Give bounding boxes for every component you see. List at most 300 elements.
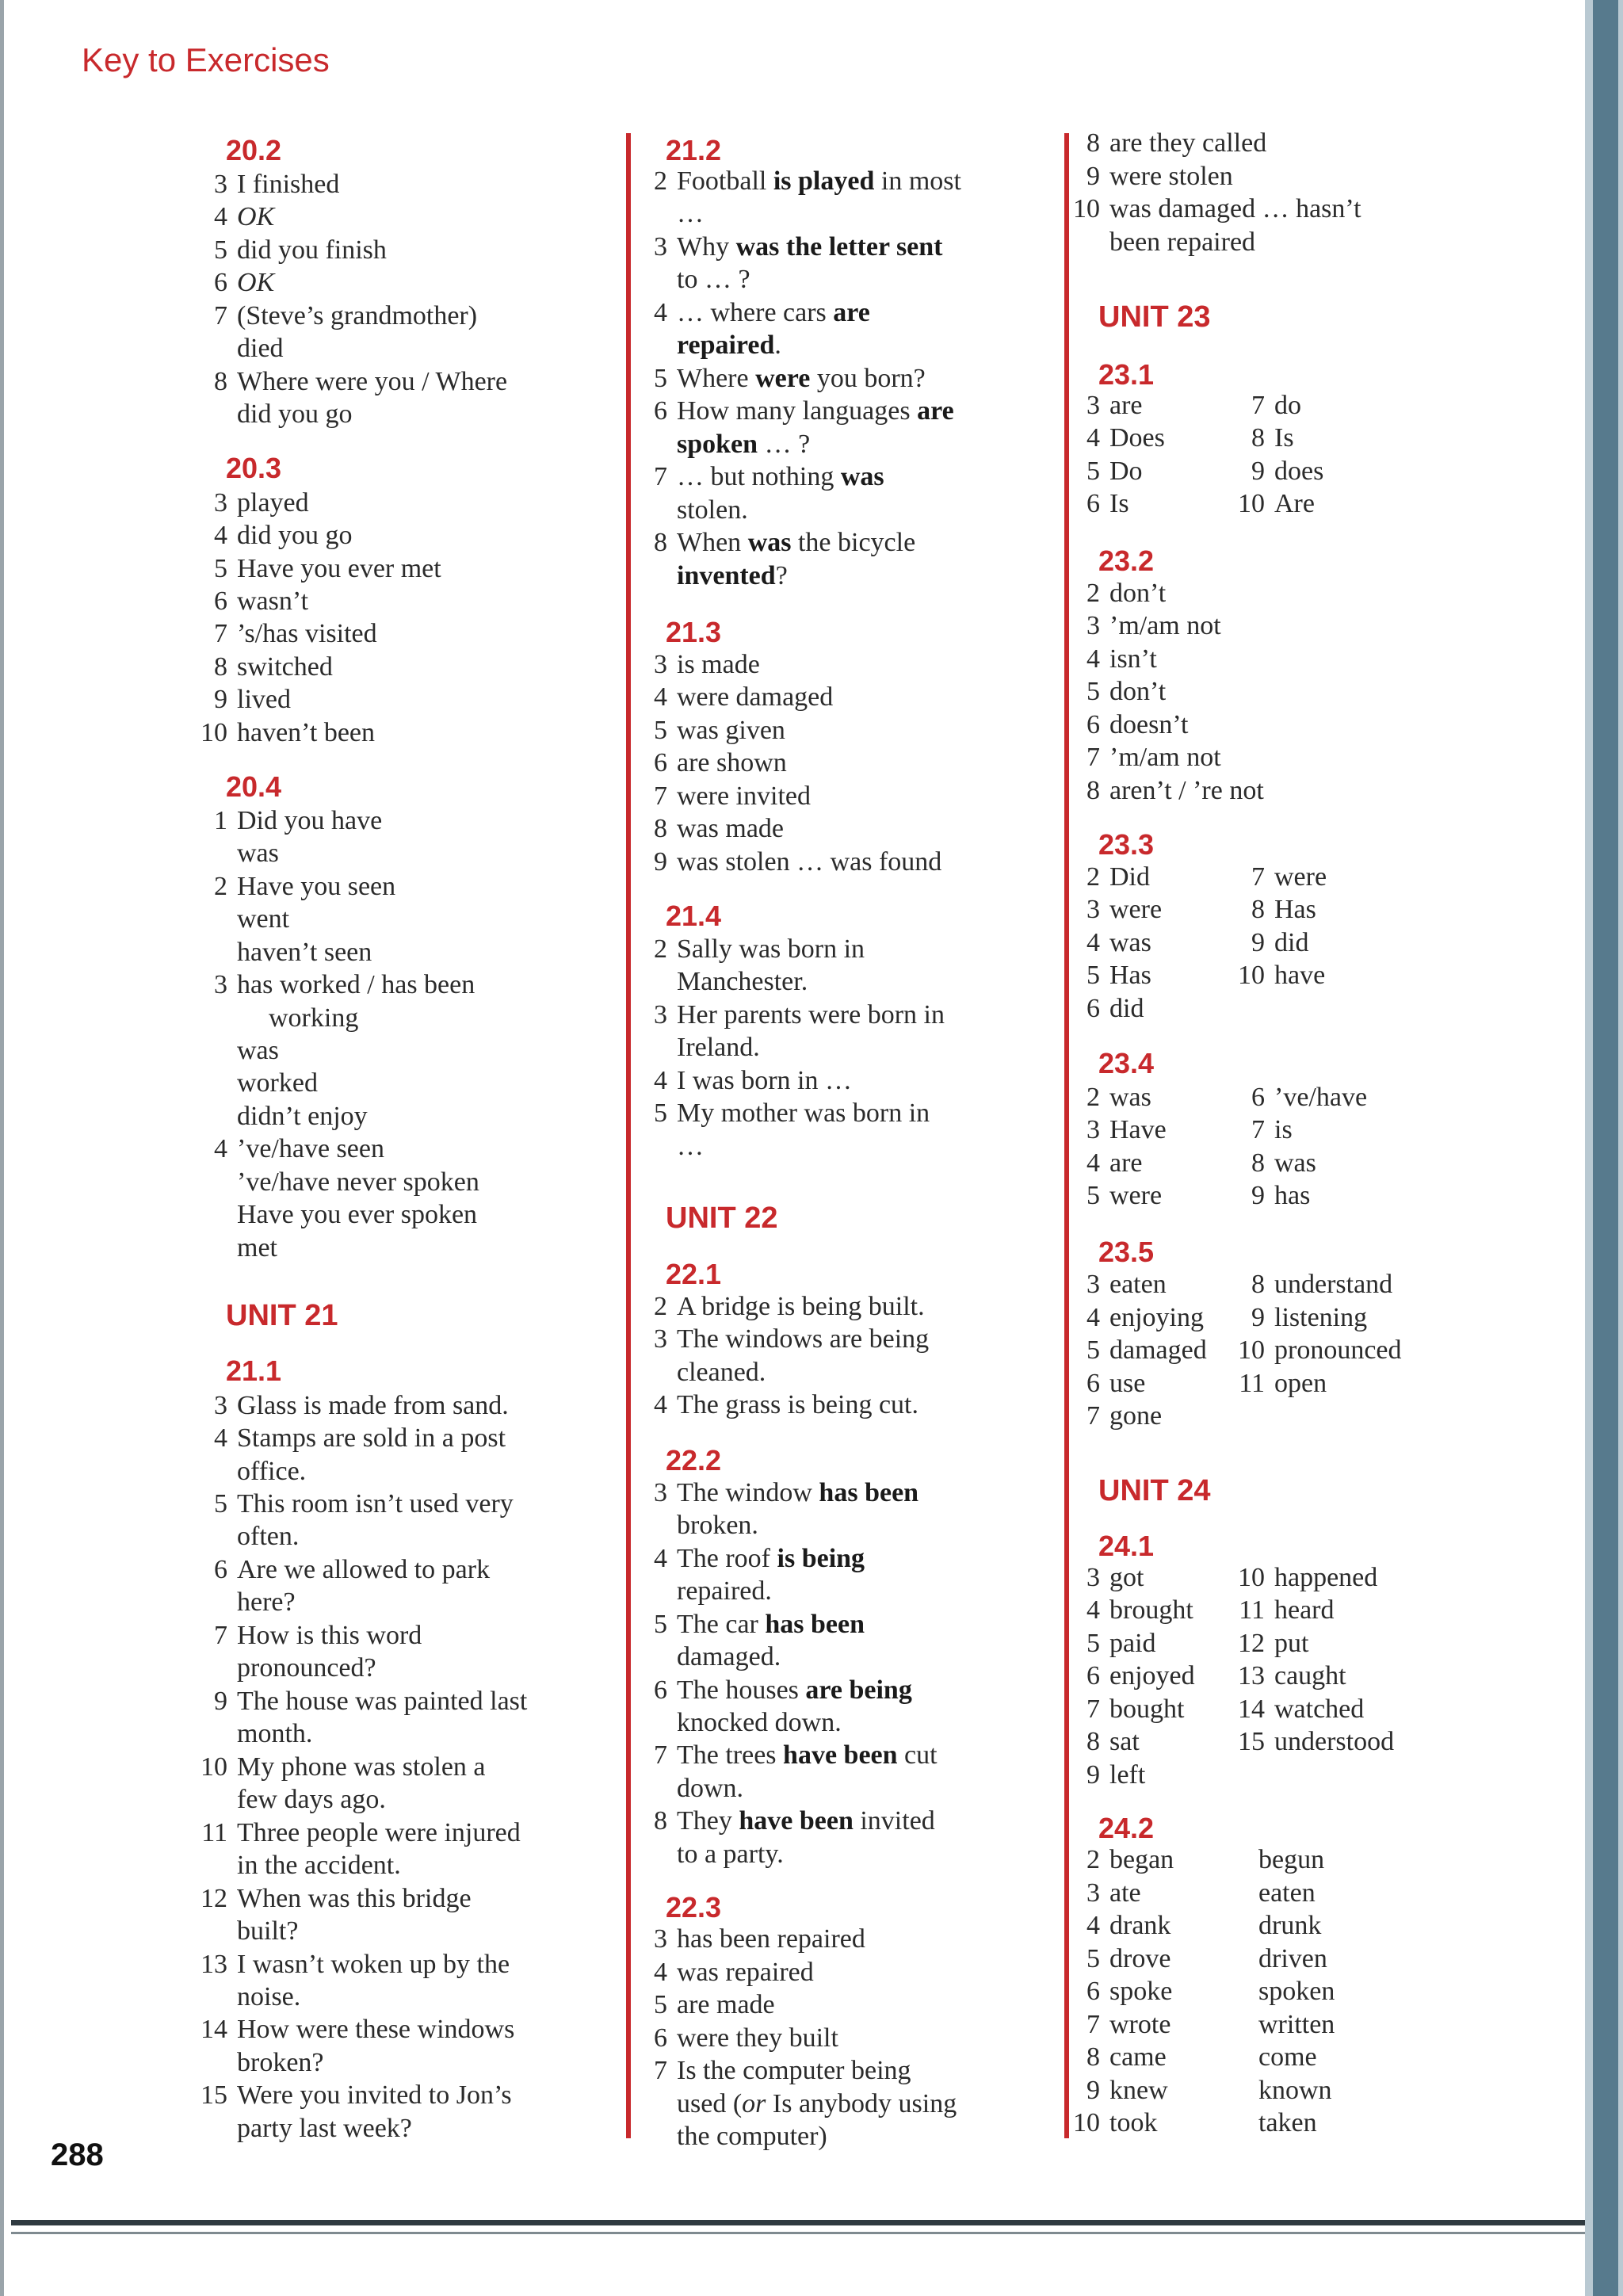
- answer-number: 10: [1238, 1335, 1265, 1365]
- answer-text: Three people were injured: [237, 1818, 521, 1847]
- answer-number: 9: [1086, 1760, 1100, 1790]
- answer-text: lived: [237, 685, 291, 714]
- answer-text: Do: [1109, 457, 1143, 486]
- answer-number: 6: [1086, 710, 1100, 739]
- page-header: Key to Exercises: [82, 41, 330, 78]
- answer-text: haven’t seen: [237, 938, 372, 967]
- answer-text: were they built: [677, 2023, 838, 2053]
- answer-text: … where cars are: [677, 298, 870, 327]
- answer-text: repaired.: [677, 330, 781, 360]
- answer-text: written: [1258, 2010, 1335, 2039]
- exercise-heading: 22.1: [666, 1258, 722, 1290]
- answer-text: were stolen: [1109, 162, 1233, 191]
- answer-text: This room isn’t used very: [237, 1489, 514, 1519]
- answer-number: 7: [654, 781, 667, 811]
- answer-number: 9: [1251, 1181, 1265, 1210]
- answer-text: (Steve’s grandmother): [237, 301, 478, 330]
- answer-number: 3: [214, 488, 227, 518]
- answer-text: was: [1109, 928, 1151, 957]
- answer-text: The car has been: [677, 1610, 865, 1639]
- answer-text: The grass is being cut.: [677, 1390, 918, 1419]
- answer-text: Does: [1109, 423, 1165, 453]
- answer-number: 3: [654, 1324, 667, 1354]
- answer-number: 5: [1086, 961, 1100, 990]
- answer-text: played: [237, 488, 309, 518]
- answer-text: are shown: [677, 748, 787, 777]
- answer-number: 3: [654, 1000, 667, 1030]
- answer-text: bought: [1109, 1694, 1185, 1724]
- answer-text: driven: [1258, 1944, 1327, 1973]
- answer-number: 4: [654, 1958, 667, 1987]
- answer-text: enjoyed: [1109, 1661, 1195, 1690]
- exercise-heading: 20.2: [226, 134, 282, 166]
- answer-text: ’m/am not: [1109, 743, 1221, 772]
- answer-number: 4: [1086, 1303, 1100, 1332]
- answer-number: 14: [1238, 1694, 1265, 1724]
- answer-number: 2: [654, 1292, 667, 1321]
- answer-number: 7: [214, 1621, 227, 1650]
- answer-number: 3: [1086, 1270, 1100, 1299]
- answer-number: 9: [1251, 457, 1265, 486]
- exercise-heading: 23.5: [1098, 1236, 1155, 1268]
- answer-text: paid: [1109, 1629, 1156, 1658]
- answer-text: Are: [1274, 489, 1315, 518]
- answer-text: Ireland.: [677, 1033, 760, 1062]
- answer-number: 11: [201, 1818, 227, 1847]
- answer-number: 2: [654, 934, 667, 964]
- answer-text: was stolen … was found: [677, 847, 942, 877]
- answer-text: Is: [1274, 423, 1294, 453]
- answer-text: Is the computer being: [677, 2056, 911, 2085]
- answer-text: pronounced?: [237, 1653, 376, 1683]
- answer-text: did you go: [237, 521, 353, 550]
- answer-text: When was the bicycle: [677, 528, 916, 557]
- answer-text: Where were you born?: [677, 364, 926, 393]
- answer-text: been repaired: [1109, 227, 1256, 257]
- answer-text: isn’t: [1109, 644, 1157, 674]
- answer-text: came: [1109, 2042, 1167, 2072]
- answer-number: 5: [654, 1098, 667, 1128]
- page-left-edge: [0, 0, 4, 2296]
- answer-number: 10: [1238, 489, 1265, 518]
- answer-number: 2: [654, 166, 667, 196]
- unit-heading: UNIT 23: [1098, 300, 1211, 334]
- answer-number: 5: [1086, 1944, 1100, 1973]
- answer-number: 7: [1086, 1401, 1100, 1431]
- answer-number: 7: [654, 1740, 667, 1770]
- answer-text: eaten: [1109, 1270, 1167, 1299]
- answer-text: are: [1109, 1148, 1143, 1178]
- answer-text: begun: [1258, 1845, 1325, 1874]
- answer-number: 4: [1086, 644, 1100, 674]
- exercise-heading: 20.3: [226, 452, 282, 484]
- answer-text: has worked / has been: [237, 970, 475, 999]
- answer-text: built?: [237, 1916, 299, 1946]
- answer-number: 5: [654, 716, 667, 745]
- answer-text: drove: [1109, 1944, 1171, 1973]
- answer-text: Glass is made from sand.: [237, 1391, 509, 1420]
- answer-number: 4: [1086, 1595, 1100, 1625]
- answer-number: 5: [1086, 457, 1100, 486]
- answer-text: Were you invited to Jon’s: [237, 2080, 512, 2110]
- answer-text: are they called: [1109, 128, 1267, 158]
- answer-number: 10: [200, 718, 227, 747]
- answer-text: aren’t / ’re not: [1109, 776, 1264, 805]
- bottom-rule-shadow: [11, 2232, 1585, 2234]
- answer-number: 3: [214, 170, 227, 199]
- answer-number: 5: [214, 235, 227, 265]
- answer-number: 8: [654, 528, 667, 557]
- exercise-heading: 21.3: [666, 616, 722, 648]
- exercise-heading: 21.2: [666, 134, 722, 166]
- answer-text: has: [1274, 1181, 1311, 1210]
- answer-text: I was born in …: [677, 1066, 852, 1095]
- answer-text: taken: [1258, 2108, 1317, 2137]
- answer-number: 9: [1251, 928, 1265, 957]
- answer-number: 4: [654, 682, 667, 712]
- answer-number: 2: [1086, 579, 1100, 608]
- answer-number: 7: [1086, 2010, 1100, 2039]
- answer-number: 6: [1086, 1661, 1100, 1690]
- answer-number: 3: [1086, 1115, 1100, 1144]
- answer-text: to … ?: [677, 265, 750, 294]
- answer-text: Have you ever met: [237, 554, 441, 583]
- answer-text: gone: [1109, 1401, 1163, 1431]
- answer-number: 6: [654, 396, 667, 426]
- answer-number: 5: [1086, 1181, 1100, 1210]
- answer-text: knocked down.: [677, 1708, 842, 1737]
- answer-text: I wasn’t woken up by the: [237, 1950, 510, 1979]
- answer-number: 8: [1251, 895, 1265, 924]
- answer-text: heard: [1274, 1595, 1335, 1625]
- answer-text: died: [237, 334, 284, 363]
- answer-number: 8: [1251, 1270, 1265, 1299]
- answer-text: don’t: [1109, 579, 1167, 608]
- answer-text: doesn’t: [1109, 710, 1189, 739]
- answer-text: …: [677, 1132, 704, 1161]
- answer-number: 7: [654, 462, 667, 491]
- answer-text: month.: [237, 1719, 313, 1748]
- answer-number: 9: [654, 847, 667, 877]
- answer-number: 7: [1251, 391, 1265, 420]
- answer-text: was: [1109, 1083, 1151, 1112]
- answer-text: wrote: [1109, 2010, 1171, 2039]
- answer-text: Manchester.: [677, 967, 808, 996]
- answer-text: damaged: [1109, 1335, 1207, 1365]
- answer-number: 6: [1086, 489, 1100, 518]
- answer-text: wasn’t: [237, 586, 309, 616]
- answer-text: was: [237, 1036, 279, 1065]
- answer-text: broken.: [677, 1511, 758, 1540]
- answer-number: 10: [1238, 961, 1265, 990]
- answer-number: 6: [1251, 1083, 1265, 1112]
- answer-text: don’t: [1109, 677, 1167, 706]
- answer-number: 10: [1073, 194, 1100, 223]
- answer-text: did you finish: [237, 235, 387, 265]
- answer-text: was: [237, 839, 279, 868]
- answer-number: 11: [1239, 1595, 1265, 1625]
- exercise-heading: 22.2: [666, 1444, 722, 1477]
- answer-text: left: [1109, 1760, 1146, 1790]
- answer-number: 14: [200, 2015, 227, 2044]
- answer-number: 8: [1086, 1727, 1100, 1756]
- answer-number: 8: [1086, 776, 1100, 805]
- answer-text: caught: [1274, 1661, 1346, 1690]
- answer-text: was damaged … hasn’t: [1109, 194, 1361, 223]
- answer-text: enjoying: [1109, 1303, 1204, 1332]
- exercise-heading: 21.4: [666, 900, 722, 932]
- answer-text: were invited: [677, 781, 811, 811]
- answer-number: 2: [1086, 862, 1100, 892]
- answer-text: ’ve/have seen: [237, 1134, 384, 1163]
- answer-number: 8: [1251, 1148, 1265, 1178]
- answer-text: is made: [677, 650, 760, 679]
- answer-text: Football is played in most: [677, 166, 961, 196]
- answer-text: They have been invited: [677, 1806, 935, 1836]
- answer-number: 4: [654, 298, 667, 327]
- answer-text: Have: [1109, 1115, 1167, 1144]
- answer-text: When was this bridge: [237, 1884, 472, 1913]
- answer-text: Why was the letter sent: [677, 232, 943, 262]
- answer-number: 3: [1086, 1563, 1100, 1592]
- answer-number: 4: [1086, 1911, 1100, 1940]
- answer-text: The window has been: [677, 1478, 919, 1507]
- answer-number: 1: [214, 806, 227, 835]
- answer-text: in the accident.: [237, 1851, 401, 1880]
- answer-number: 3: [1086, 391, 1100, 420]
- answer-number: 5: [1086, 677, 1100, 706]
- answer-number: 12: [200, 1884, 227, 1913]
- answer-number: 4: [214, 202, 227, 231]
- answer-number: 4: [1086, 423, 1100, 453]
- answer-number: 3: [214, 970, 227, 999]
- answer-number: 7: [214, 619, 227, 648]
- answer-number: 6: [654, 748, 667, 777]
- page-number: 288: [51, 2137, 104, 2172]
- answer-number: 6: [214, 1555, 227, 1584]
- answer-text: ’ve/have: [1274, 1083, 1368, 1112]
- answer-text: went: [237, 904, 290, 934]
- answer-text: to a party.: [677, 1839, 784, 1869]
- answer-number: 6: [214, 268, 227, 297]
- answer-text: eaten: [1258, 1878, 1316, 1908]
- answer-text: were: [1274, 862, 1327, 892]
- unit-heading: UNIT 21: [226, 1299, 338, 1332]
- answer-text: Are we allowed to park: [237, 1555, 491, 1584]
- answer-text: Have you seen: [237, 872, 396, 901]
- answer-text: haven’t been: [237, 718, 376, 747]
- answer-number: 4: [654, 1066, 667, 1095]
- answer-number: 4: [214, 1134, 227, 1163]
- exercise-heading: 24.2: [1098, 1812, 1155, 1844]
- answer-text: cleaned.: [677, 1358, 766, 1387]
- answer-number: 8: [654, 1806, 667, 1836]
- answer-number: 8: [1251, 423, 1265, 453]
- exercise-heading: 24.1: [1098, 1530, 1155, 1562]
- answer-text: Did: [1109, 862, 1150, 892]
- answer-number: 6: [654, 2023, 667, 2053]
- answer-text: … but nothing was: [677, 462, 884, 491]
- answer-text: My phone was stolen a: [237, 1752, 486, 1782]
- answer-text: ate: [1109, 1878, 1141, 1908]
- answer-text: began: [1109, 1845, 1174, 1874]
- answer-text: was: [1274, 1148, 1316, 1178]
- answer-number: 3: [654, 650, 667, 679]
- answer-number: 10: [200, 1752, 227, 1782]
- answer-text: understood: [1274, 1727, 1395, 1756]
- answer-text: switched: [237, 652, 333, 682]
- answer-text: was repaired: [677, 1958, 814, 1987]
- answer-text: Did you have: [237, 806, 383, 835]
- exercise-heading: 22.3: [666, 1891, 722, 1924]
- answer-number: 8: [214, 652, 227, 682]
- answer-number: 9: [214, 1687, 227, 1716]
- answer-number: 8: [1086, 128, 1100, 158]
- column-divider-1: [626, 133, 631, 2138]
- answer-text: put: [1274, 1629, 1309, 1658]
- answer-number: 5: [654, 364, 667, 393]
- answer-number: 4: [1086, 1148, 1100, 1178]
- answer-number: 2: [1086, 1845, 1100, 1874]
- answer-text: pronounced: [1274, 1335, 1402, 1365]
- answer-text: sat: [1109, 1727, 1140, 1756]
- answer-text: Sally was born in: [677, 934, 865, 964]
- answer-number: 6: [654, 1675, 667, 1705]
- answer-number: 7: [1251, 862, 1265, 892]
- answer-text: brought: [1109, 1595, 1193, 1625]
- answer-text: few days ago.: [237, 1785, 386, 1814]
- answer-text: were: [1109, 895, 1163, 924]
- answer-number: 8: [214, 367, 227, 396]
- answer-text: How many languages are: [677, 396, 954, 426]
- answer-number: 15: [200, 2080, 227, 2110]
- answer-text: watched: [1274, 1694, 1365, 1724]
- answer-text: often.: [237, 1522, 300, 1551]
- answer-text: party last week?: [237, 2114, 412, 2143]
- answer-number: 5: [214, 554, 227, 583]
- answer-text: Has: [1109, 961, 1151, 990]
- answer-number: 7: [1251, 1115, 1265, 1144]
- answer-number: 11: [1239, 1369, 1265, 1398]
- exercise-heading: 20.4: [226, 770, 282, 803]
- answer-number: 9: [1251, 1303, 1265, 1332]
- answer-number: 15: [1238, 1727, 1265, 1756]
- answer-text: Her parents were born in: [677, 1000, 945, 1030]
- answer-number: 9: [1086, 2076, 1100, 2105]
- answer-text: spoken: [1258, 1977, 1335, 2006]
- answer-text: office.: [237, 1457, 307, 1486]
- answer-text: come: [1258, 2042, 1317, 2072]
- answer-text: the computer): [677, 2122, 827, 2151]
- answer-text: OK: [237, 202, 275, 231]
- answer-text: here?: [237, 1587, 296, 1617]
- answer-text: use: [1109, 1369, 1146, 1398]
- answer-text: damaged.: [677, 1642, 781, 1671]
- answer-number: 3: [654, 1924, 667, 1954]
- exercise-heading: 23.1: [1098, 358, 1155, 391]
- answer-text: ’ve/have never spoken: [237, 1167, 479, 1197]
- answer-number: 7: [1086, 743, 1100, 772]
- answer-number: 7: [1086, 1694, 1100, 1724]
- answer-text: met: [237, 1233, 277, 1263]
- answer-number: 6: [1086, 1977, 1100, 2006]
- answer-text: did you go: [237, 399, 353, 429]
- answer-number: 5: [654, 1610, 667, 1639]
- answer-text: didn’t enjoy: [237, 1102, 368, 1131]
- answer-number: 4: [1086, 928, 1100, 957]
- answer-text: spoken … ?: [677, 430, 811, 459]
- answer-number: 13: [200, 1950, 227, 1979]
- answer-text: Stamps are sold in a post: [237, 1423, 506, 1453]
- answer-text: has been repaired: [677, 1924, 865, 1954]
- page-right-edge-band: [1593, 0, 1618, 2296]
- answer-number: 3: [1086, 1878, 1100, 1908]
- answer-text: broken?: [237, 2048, 324, 2077]
- answer-number: 5: [214, 1489, 227, 1519]
- answer-text: My mother was born in: [677, 1098, 930, 1128]
- answer-number: 13: [1238, 1661, 1265, 1690]
- answer-number: 4: [214, 1423, 227, 1453]
- answer-text: How were these windows: [237, 2015, 515, 2044]
- column-divider-2: [1064, 133, 1069, 2138]
- answer-number: 8: [654, 814, 667, 843]
- answer-number: 3: [654, 232, 667, 262]
- exercise-heading: 23.2: [1098, 544, 1155, 577]
- answer-text: ’m/am not: [1109, 611, 1221, 640]
- exercise-heading: 21.1: [226, 1354, 282, 1387]
- answer-text: Is: [1109, 489, 1129, 518]
- answer-text: is: [1274, 1115, 1293, 1144]
- answer-number: 7: [654, 2056, 667, 2085]
- answer-number: 2: [214, 872, 227, 901]
- answer-number: 4: [654, 1390, 667, 1419]
- answer-text: drank: [1109, 1911, 1171, 1940]
- answer-text: How is this word: [237, 1621, 422, 1650]
- answer-text: A bridge is being built.: [677, 1292, 925, 1321]
- unit-heading: UNIT 22: [666, 1201, 778, 1235]
- answer-text: were: [1109, 1181, 1163, 1210]
- answer-number: 6: [214, 586, 227, 616]
- answer-text: The windows are being: [677, 1324, 930, 1354]
- answer-text: invented?: [677, 561, 788, 590]
- answer-number: 12: [1238, 1629, 1265, 1658]
- answer-text: did: [1109, 994, 1144, 1023]
- answer-number: 3: [654, 1478, 667, 1507]
- answer-text: …: [677, 199, 704, 228]
- unit-heading: UNIT 24: [1098, 1474, 1211, 1507]
- answer-text: drunk: [1258, 1911, 1322, 1940]
- answer-text: Where were you / Where: [237, 367, 508, 396]
- answer-text: did: [1274, 928, 1309, 957]
- answer-text: I finished: [237, 170, 340, 199]
- answer-text: have: [1274, 961, 1326, 990]
- answer-text: took: [1109, 2108, 1158, 2137]
- answer-text: are made: [677, 1990, 775, 2019]
- answer-text: working: [269, 1003, 359, 1033]
- answer-text: were damaged: [677, 682, 834, 712]
- answer-text: repaired.: [677, 1576, 772, 1606]
- answer-text: worked: [237, 1068, 318, 1098]
- answer-number: 2: [1086, 1083, 1100, 1112]
- answer-number: 8: [1086, 2042, 1100, 2072]
- answer-text: does: [1274, 457, 1324, 486]
- answer-number: 3: [214, 1391, 227, 1420]
- answer-text: stolen.: [677, 495, 748, 525]
- answer-text: knew: [1109, 2076, 1168, 2105]
- answer-text: spoke: [1109, 1977, 1173, 2006]
- answer-text: understand: [1274, 1270, 1393, 1299]
- answer-text: got: [1109, 1563, 1144, 1592]
